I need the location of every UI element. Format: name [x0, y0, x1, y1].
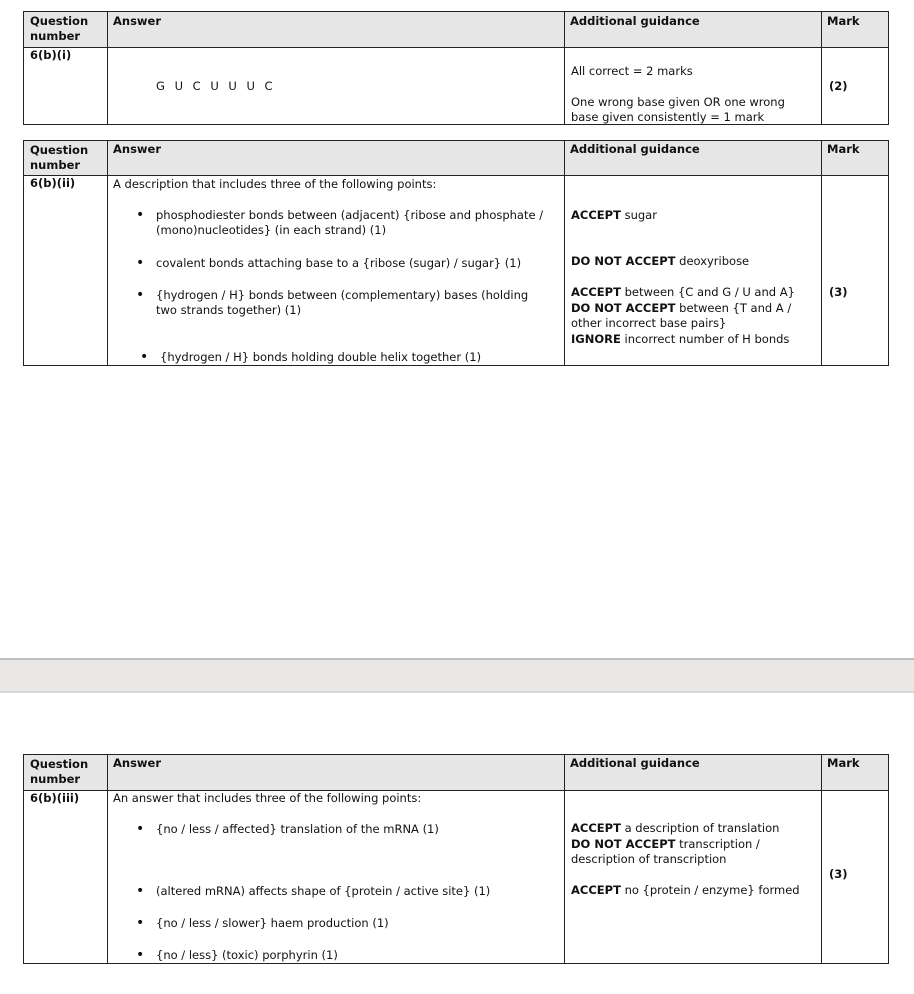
header-question-number: Question number [30, 143, 89, 172]
answer-intro: An answer that includes three of the following points: [113, 791, 422, 805]
guidance-line: ACCEPT a description of translation [571, 821, 780, 835]
header-guidance: Additional guidance [570, 14, 700, 28]
question-number: 6(b)(i) [30, 48, 72, 62]
answer-point: • phosphodiester bonds between (adjacent) {ribose and phosphate / (mono)nucleotides} (in each strand) (1) [156, 208, 543, 238]
header-mark: Mark [827, 756, 860, 770]
mark-scheme-table-6bi [23, 11, 889, 125]
header-answer: Answer [113, 14, 162, 28]
header-mark: Mark [827, 142, 860, 156]
header-answer: Answer [113, 142, 162, 156]
answer-point: • (altered mRNA) affects shape of {protein / active site} (1) [156, 884, 490, 899]
answer-point: • {no / less / affected} translation of the mRNA (1) [156, 822, 439, 837]
guidance-line: ACCEPT no {protein / enzyme} formed [571, 883, 800, 897]
header-question-number: Question number [30, 14, 89, 43]
answer-intro: A description that includes three of the following points: [113, 177, 437, 191]
guidance-line: other incorrect base pairs} [571, 316, 727, 330]
mark-value: (3) [829, 285, 848, 299]
mark-value: (3) [829, 867, 848, 881]
question-number: 6(b)(ii) [30, 176, 76, 190]
mark-value: (2) [829, 79, 848, 93]
question-number: 6(b)(iii) [30, 791, 80, 805]
answer-point: • covalent bonds attaching base to a {ribose (sugar) / sugar} (1) [156, 256, 521, 271]
guidance-line: DO NOT ACCEPT deoxyribose [571, 254, 750, 268]
mark-scheme-table-6bii [23, 140, 889, 366]
answer-point: • {hydrogen / H} bonds between (complementary) bases (holding two strands together) (1) [156, 288, 528, 318]
answer-point: • {hydrogen / H} bonds holding double helix together (1) [160, 350, 481, 365]
header-question-number: Question number [30, 757, 89, 786]
guidance-line: One wrong base given OR one wrong [571, 95, 785, 109]
header-answer: Answer [113, 756, 162, 770]
guidance-line: description of transcription [571, 852, 727, 866]
page-separator [0, 658, 914, 693]
answer-point: • {no / less / slower} haem production (1) [156, 916, 389, 931]
guidance-line: ACCEPT sugar [571, 208, 657, 222]
header-guidance: Additional guidance [570, 142, 700, 156]
header-guidance: Additional guidance [570, 756, 700, 770]
answer-text: G U C U U U C [156, 79, 276, 93]
guidance-line: All correct = 2 marks [571, 64, 693, 78]
guidance-line: IGNORE incorrect number of H bonds [571, 332, 790, 346]
answer-point: • {no / less} (toxic) porphyrin (1) [156, 948, 338, 963]
guidance-line: ACCEPT between {C and G / U and A} [571, 285, 795, 299]
guidance-line: DO NOT ACCEPT between {T and A / [571, 301, 792, 315]
header-mark: Mark [827, 14, 860, 28]
mark-scheme-table-6biii [23, 754, 889, 964]
guidance-line: DO NOT ACCEPT transcription / [571, 837, 760, 851]
guidance-line: base given consistently = 1 mark [571, 110, 765, 124]
